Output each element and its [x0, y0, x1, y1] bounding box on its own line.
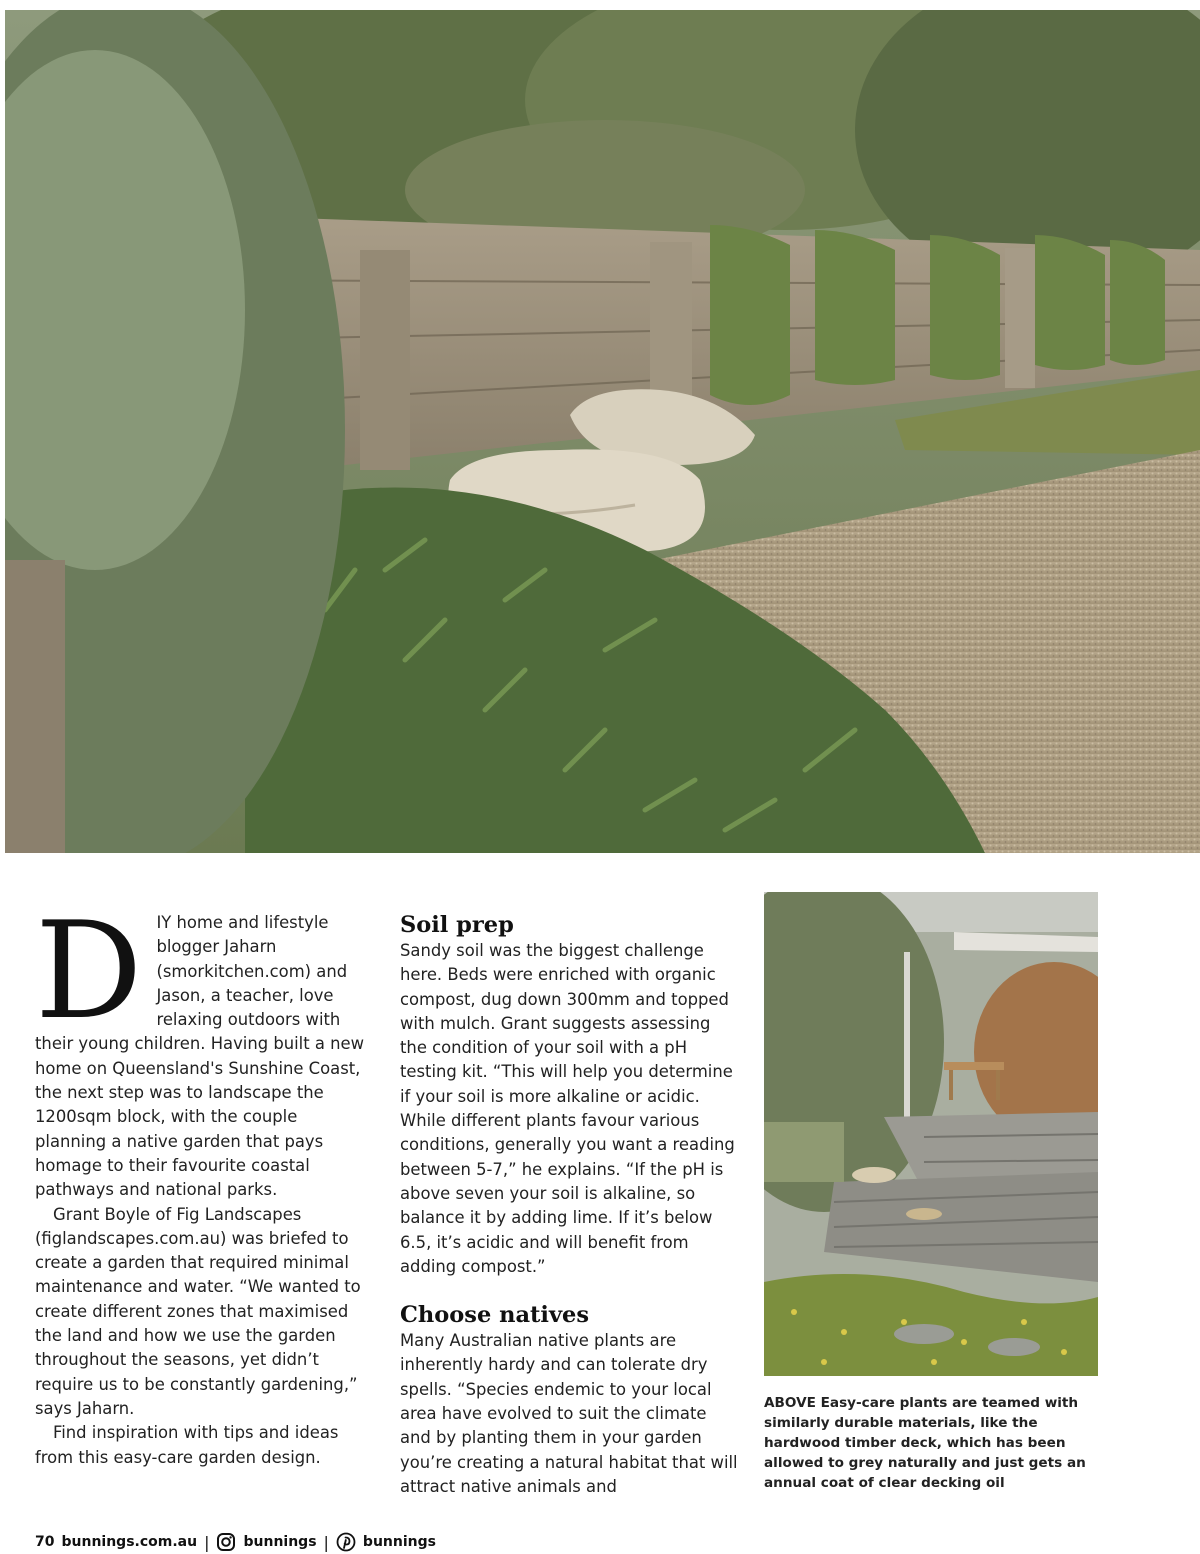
page-footer [35, 1530, 436, 1554]
instagram-handle[interactable]: bunnings [243, 1534, 317, 1550]
intro-paragraph [35, 893, 373, 1203]
heading-choose-natives: Choose natives [400, 1302, 590, 1329]
side-deck-photo [764, 892, 1098, 1376]
pinterest-handle[interactable]: bunnings [362, 1534, 436, 1550]
paragraph-soil-prep: Sandy soil was the biggest challenge here. Beds were enriched with organic compost, dug down 300mm and topped with mulch. Grant suggests assessing the condition of your soil with a pH testing kit. “This will help you determine if your soil is more alkaline or acidic. While different plants favour various conditions, generally you want a reading between 5-7,” he explains. “If the pH is above seven your soil is alkaline, so balance it by adding lime. If it’s below 6.5, it’s acidic and will benefit from adding compost.” [400, 941, 735, 1276]
caption-text: Easy-care plants are teamed with similarly durable materials, like the hardwood timber deck, which has been allowed to grey naturally and just gets an annual coat of clear decking oil [764, 1395, 1086, 1491]
garden-photo-icon [5, 10, 1200, 853]
drop-cap: D [35, 893, 143, 1049]
page-number: 70 [35, 1534, 55, 1550]
hero-garden-photo [5, 10, 1200, 853]
paragraph-designer: Grant Boyle of Fig Landscapes (figlandscapes.com.au) was briefed to create a garden that required minimal maintenance and water. “We wanted to create different zones that maximised the land and how we use the garden throughout the seasons, yet didn’t require us to be constantly gardening,” says Jaharn. [35, 1204, 361, 1418]
instagram-icon[interactable] [216, 1532, 236, 1552]
paragraph-choose-natives: Many Australian native plants are inherently hardy and can tolerate dry spells. “Species endemic to your local area have evolved to suit the climate and by planting them in your garden you’re creating a natural habitat that will attract native animals and [400, 1331, 738, 1496]
footer-separator-2: | [323, 1532, 329, 1552]
article-column-1 [35, 893, 373, 1470]
deck-photo-icon [764, 892, 1098, 1376]
pinterest-icon[interactable] [336, 1532, 356, 1552]
heading-soil-prep: Soil prep [400, 912, 514, 938]
caption-label: ABOVE [764, 1395, 816, 1411]
photo-caption [764, 1393, 1104, 1493]
article-column-2 [400, 911, 740, 1499]
intro-text: IY home and lifestyle blogger Jaharn (smorkitchen.com) and Jason, a teacher, love relaxing outdoors with their young children. Having built a new home on Queensland's Sunshine Coast, the next step was to landscape the 1200sqm block, with the couple planning a native garden that pays homage to their favourite coastal pathways and national parks. [35, 913, 364, 1200]
footer-separator: | [204, 1532, 210, 1552]
website-link[interactable]: bunnings.com.au [61, 1534, 198, 1550]
paragraph-inspiration: Find inspiration with tips and ideas from this easy-care garden design. [35, 1423, 339, 1467]
